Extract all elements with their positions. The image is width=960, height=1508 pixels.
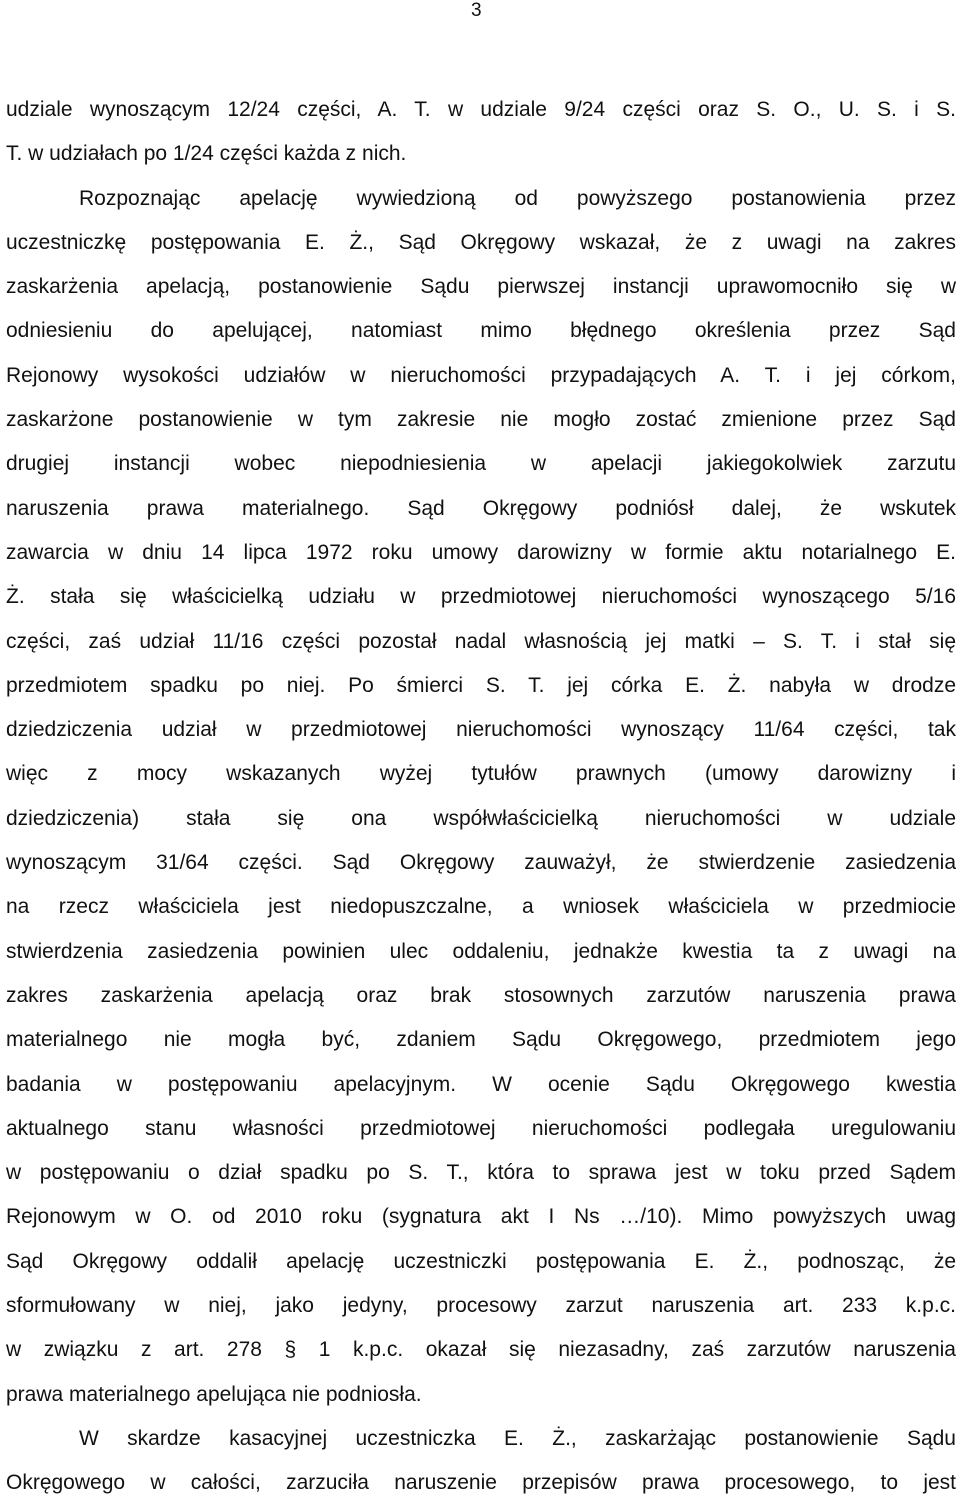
text-line: Sąd Okręgowy oddalił apelację uczestniczki postępowania E. Ż., podnosząc, że — [6, 1249, 956, 1273]
text-line: Okręgowego w całości, zarzuciła naruszenie przepisów prawa procesowego, to jest — [6, 1471, 956, 1495]
text-line: zaskarżone postanowienie w tym zakresie nie mogło zostać zmienione przez Sąd — [6, 408, 956, 432]
text-line: w związku z art. 278 § 1 k.p.c. okazał się niezasadny, zaś zarzutów naruszenia — [6, 1338, 956, 1362]
paragraph-first-line: Rozpoznając apelację wywiedzioną od powyższego postanowienia przez — [79, 186, 956, 210]
text-line: wynoszącym 31/64 części. Sąd Okręgowy zauważył, że stwierdzenie zasiedzenia — [6, 851, 956, 875]
text-line: przedmiotem spadku po niej. Po śmierci S. T. jej córka E. Ż. nabyła w drodze — [6, 673, 956, 697]
text-line: Ż. stała się właścicielką udziału w przedmiotowej nieruchomości wynoszącego 5/16 — [6, 585, 956, 609]
text-line: zaskarżenia apelacją, postanowienie Sądu pierwszej instancji uprawomocniło się w — [6, 275, 956, 299]
text-line: Rejonowym w O. od 2010 roku (sygnatura akt I Ns …/10). Mimo powyższych uwag — [6, 1205, 956, 1229]
text-line: materialnego nie mogła być, zdaniem Sądu Okręgowego, przedmiotem jego — [6, 1028, 956, 1052]
paragraph-first-line: W skardze kasacyjnej uczestniczka E. Ż., zaskarżając postanowienie Sądu — [79, 1426, 956, 1450]
text-line: stwierdzenia zasiedzenia powinien ulec oddaleniu, jednakże kwestia ta z uwagi na — [6, 939, 956, 963]
text-line: prawa materialnego apelująca nie podniosła. — [6, 1382, 422, 1406]
text-line: aktualnego stanu własności przedmiotowej nieruchomości podlegała uregulowaniu — [6, 1116, 956, 1140]
text-line: Rejonowy wysokości udziałów w nieruchomości przypadających A. T. i jej córkom, — [6, 363, 956, 387]
page-number: 3 — [471, 0, 482, 21]
text-line: drugiej instancji wobec niepodniesienia w apelacji jakiegokolwiek zarzutu — [6, 452, 956, 476]
text-line: naruszenia prawa materialnego. Sąd Okręgowy podniósł dalej, że wskutek — [6, 496, 956, 520]
text-line: dziedziczenia udział w przedmiotowej nieruchomości wynoszący 11/64 części, tak — [6, 718, 956, 742]
text-line: części, zaś udział 11/16 części pozostał nadal własnością jej matki – S. T. i stał się — [6, 629, 956, 653]
text-line: T. w udziałach po 1/24 części każda z nich. — [6, 142, 407, 166]
text-line: odniesieniu do apelującej, natomiast mimo błędnego określenia przez Sąd — [6, 319, 956, 343]
document-body — [6, 88, 956, 1506]
text-line: zawarcia w dniu 14 lipca 1972 roku umowy darowizny w formie aktu notarialnego E. — [6, 540, 956, 564]
text-line: badania w postępowaniu apelacyjnym. W ocenie Sądu Okręgowego kwestia — [6, 1072, 956, 1096]
text-line: sformułowany w niej, jako jedyny, procesowy zarzut naruszenia art. 233 k.p.c. — [6, 1294, 956, 1318]
text-line: na rzecz właściciela jest niedopuszczalne, a wniosek właściciela w przedmiocie — [6, 895, 956, 919]
text-line: zakres zaskarżenia apelacją oraz brak stosownych zarzutów naruszenia prawa — [6, 983, 956, 1007]
text-line: więc z mocy wskazanych wyżej tytułów prawnych (umowy darowizny i — [6, 762, 956, 786]
text-line: w postępowaniu o dział spadku po S. T., która to sprawa jest w toku przed Sądem — [6, 1161, 956, 1185]
text-line: uczestniczkę postępowania E. Ż., Sąd Okręgowy wskazał, że z uwagi na zakres — [6, 230, 956, 254]
text-line: udziale wynoszącym 12/24 części, A. T. w udziale 9/24 części oraz S. O., U. S. i S. — [6, 98, 956, 121]
text-line: dziedziczenia) stała się ona współwłaścicielką nieruchomości w udziale — [6, 806, 956, 830]
